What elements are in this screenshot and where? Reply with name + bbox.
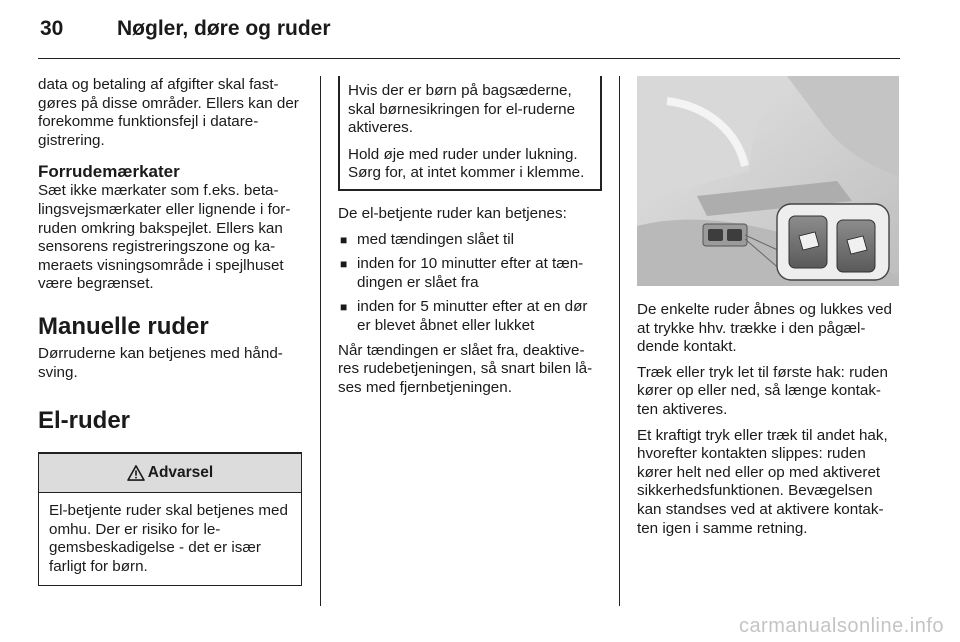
column-2 [338,76,602,404]
header-rule [38,58,900,59]
column-1 [38,76,302,586]
watermark: carmanualsonline.info [738,615,944,637]
deactivation-paragraph: Når tændingen er slået fra, deaktive- res rudebetjeningen, så snart bilen lå- ses med fjernbetjeningen. [338,341,593,396]
switch-operation-paragraph: De enkelte ruder åbnes og lukkes ved at trykke hhv. trække i den pågæl- dende kontakt. [637,301,892,356]
section-title-power-windows: El-ruder [38,407,131,435]
warning-cont-paragraph-2: Hold øje med ruder under lukning. Sørg for, at intet kommer i klemme. [348,145,585,182]
column-divider-2 [619,76,620,606]
list-item-text: med tændingen slået til [357,230,515,248]
list-item [338,255,602,292]
first-notch-paragraph: Træk eller tryk let til første hak: ruden kører op eller ned, så længe kontak- ten aktiveres. [637,363,888,418]
list-item [338,231,602,250]
list-item-text: inden for 10 minutter efter at tæn- dingen er slået fra [357,255,584,291]
warning-box [38,452,302,585]
column-3 [637,76,901,545]
warning-box-continued [338,76,602,191]
page-header-title: Nøgler, døre og ruder [117,17,331,40]
warning-title-bar [39,454,301,493]
warning-triangle-icon [127,465,145,481]
bullet-square-icon: ■ [340,257,348,272]
bullet-square-icon: ■ [340,300,348,315]
page-number: 30 [40,17,64,40]
warning-text: El-betjente ruder skal betjenes med omhu. Der er risiko for le- gemsbeskadigelse - det er især farligt for børn. [49,502,288,575]
warning-cont-paragraph-1: Hvis der er børn på bagsæderne, skal børnesikringen for el-ruderne aktiveres. [348,82,576,137]
list-item-text: inden for 5 minutter efter at en dør er blevet åbnet eller lukket [357,298,588,334]
bullet-square-icon: ■ [340,232,348,247]
warning-title: Advarsel [147,463,214,481]
windshield-stickers-paragraph: Sæt ikke mærkater som f.eks. beta- lingsvejsmærkater eller lignende i for- ruden omkring bakspejlet. Ellers kan sensorens registreringszone og ka- meraets visningsområde i spejlhuset være begrænset. [38,182,291,293]
window-switch-illustration [637,76,899,286]
section-title-manual-windows: Manuelle ruder [38,312,209,340]
list-intro: De el-betjente ruder kan betjenes: [338,204,567,222]
window-switch-illustration-icon [637,76,899,286]
second-notch-paragraph: Et kraftigt tryk eller træk til andet hak, hvorefter kontakten slippes: ruden kører helt ned eller op med aktiveret sikkerhedsfunktionen. Bevægelsen kan standses ved at aktivere kontak- ten igen i samme retning. [637,426,888,537]
column-divider-1 [320,76,321,606]
list-item [338,298,602,335]
condition-list [338,231,602,336]
subheading-windshield-stickers: Forrudemærkater [38,162,180,182]
manual-windows-paragraph: Dørruderne kan betjenes med hånd- sving. [38,344,283,381]
intro-paragraph: data og betaling af afgifter skal fast- gøres på disse områder. Ellers kan der forekomme funktionsfejl i datare- gistrering. [38,76,299,149]
